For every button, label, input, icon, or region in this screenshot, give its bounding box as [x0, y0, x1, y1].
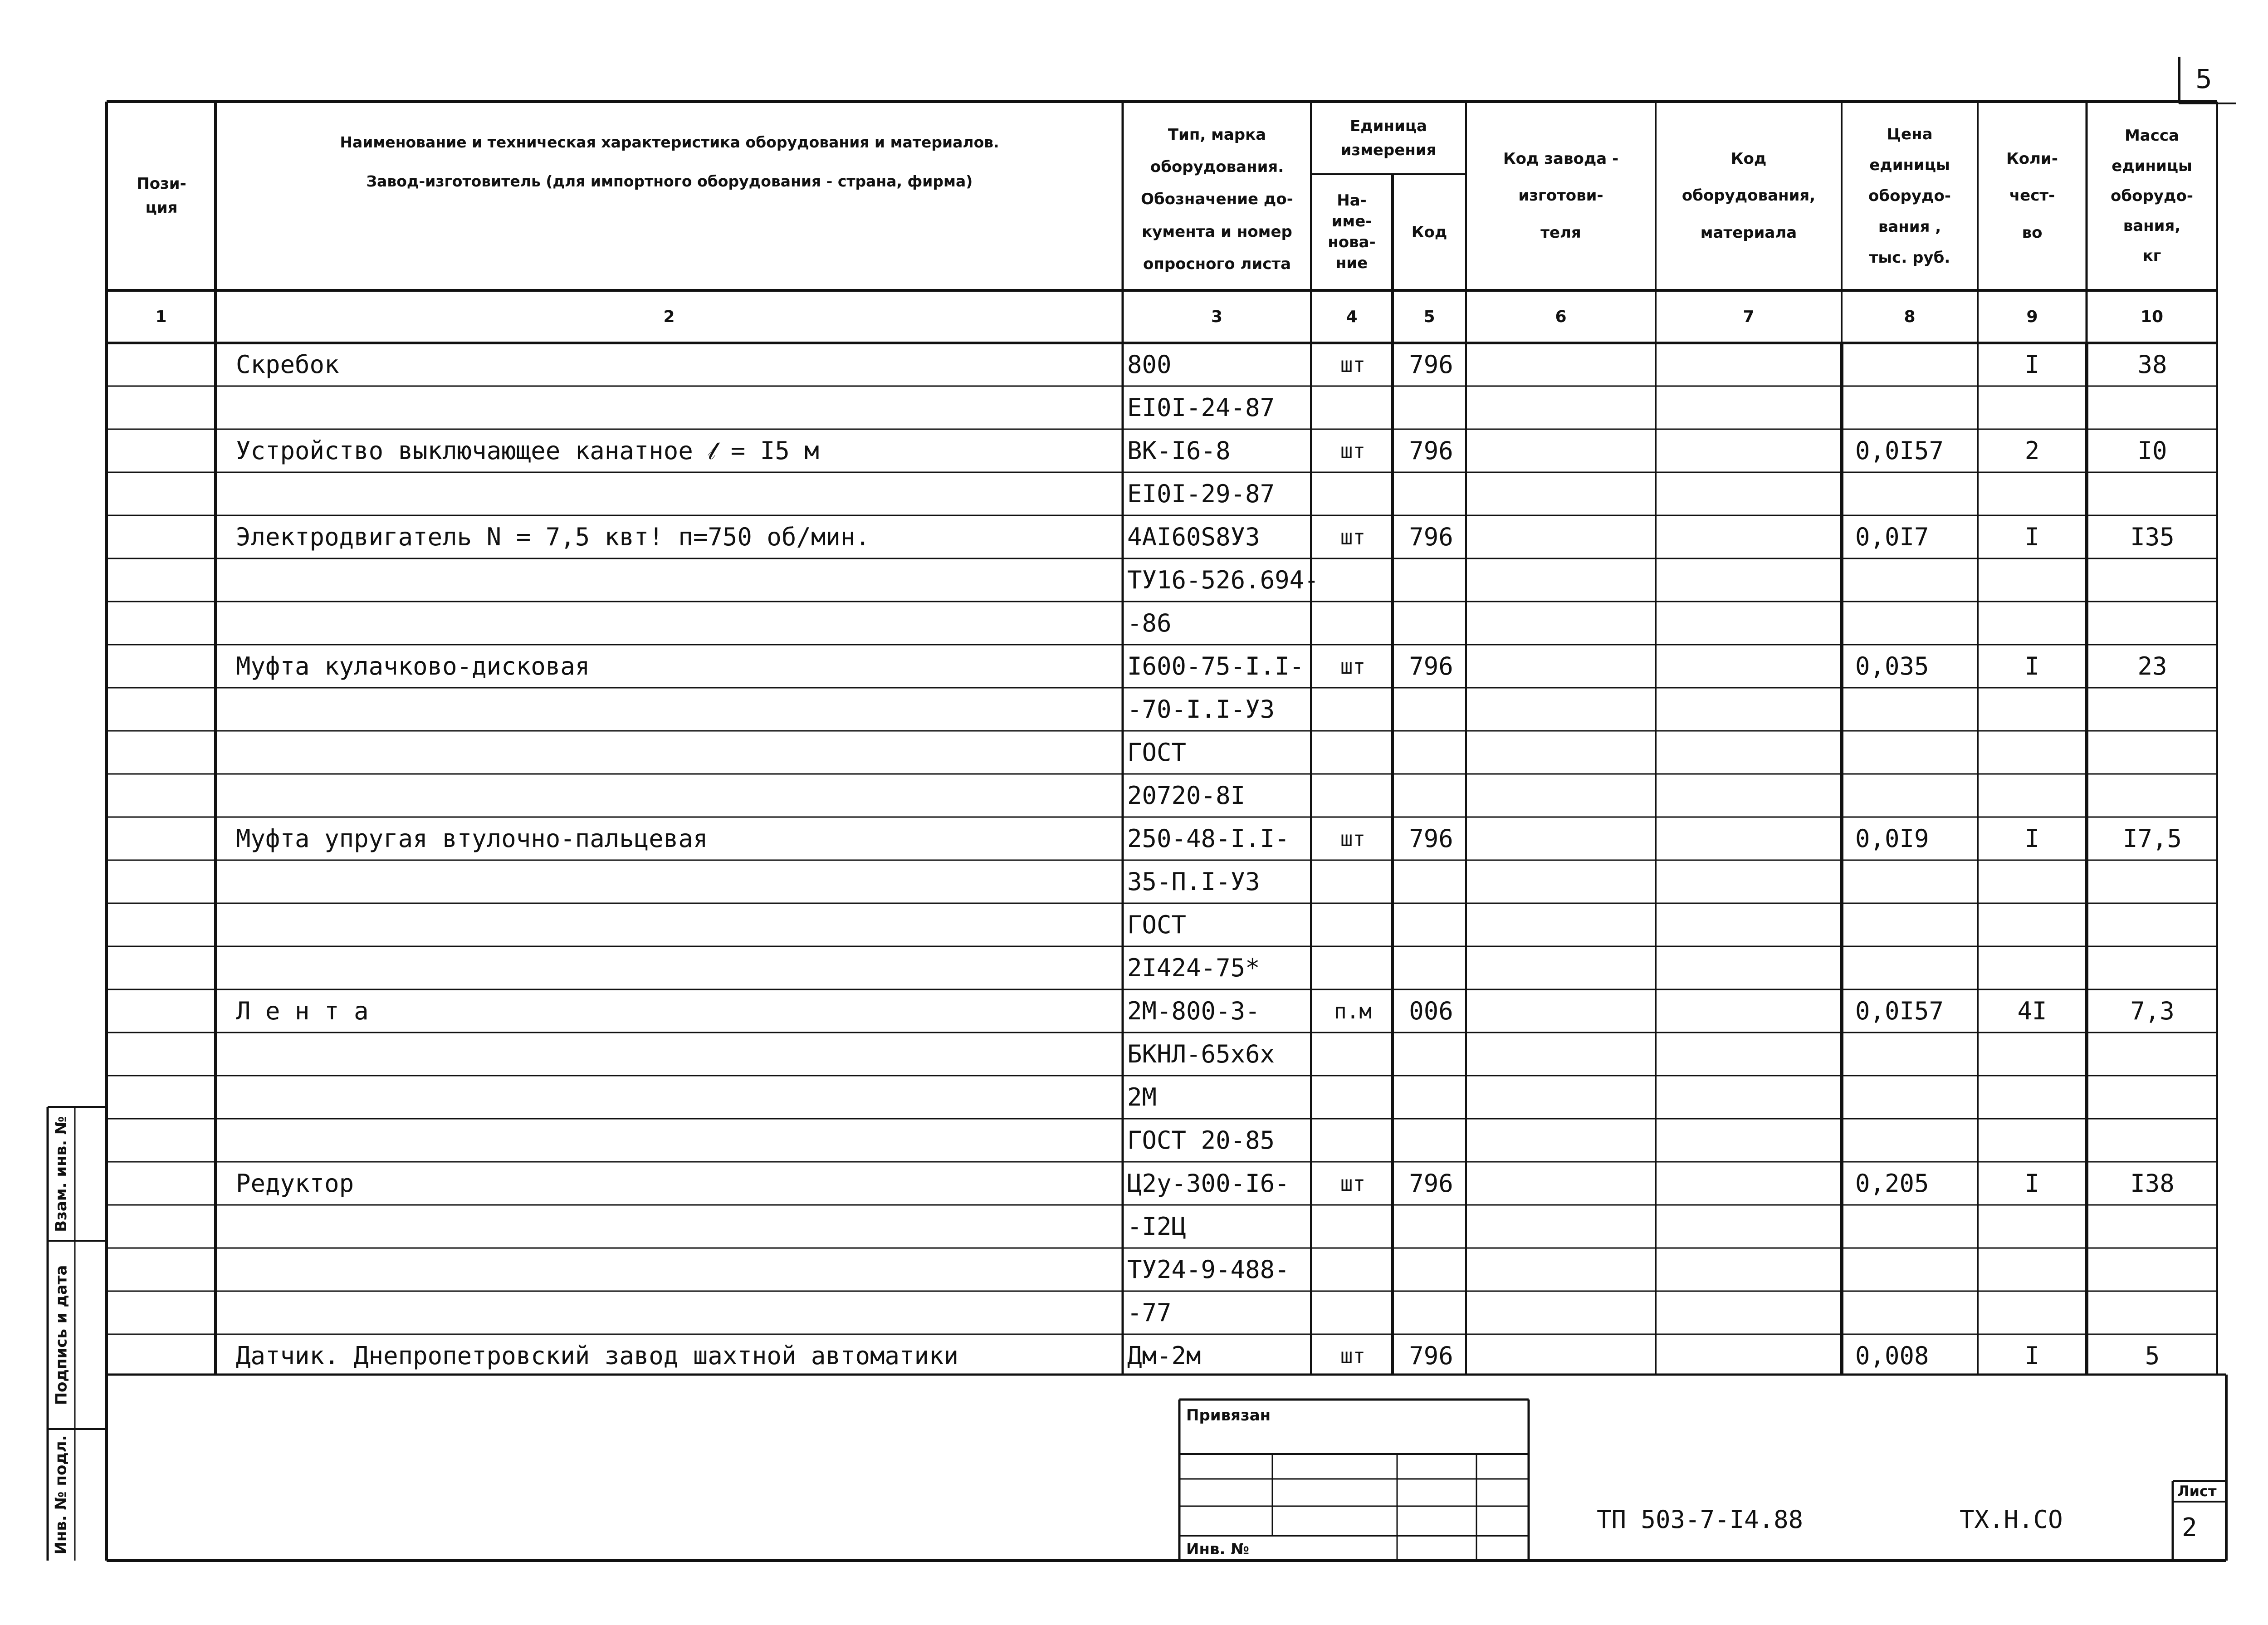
- cell-price: [1855, 903, 1975, 946]
- cell-code: [1397, 1291, 1465, 1334]
- cell-mass: [2089, 903, 2216, 946]
- cell-name: [236, 1291, 1116, 1334]
- cell-unit: [1315, 946, 1390, 989]
- cell-type: 250-48-I.I-: [1127, 824, 1290, 853]
- cell-price: 0,008: [1855, 1341, 1929, 1370]
- cell-type: 2М: [1127, 1083, 1157, 1111]
- cell-unit: шт: [1340, 1171, 1366, 1196]
- cell-qty: I: [2024, 1341, 2040, 1370]
- cell-code: [1397, 1033, 1465, 1076]
- column-number: 1: [155, 307, 167, 326]
- cell-price: [1855, 946, 1975, 989]
- cell-code: 796: [1409, 1169, 1453, 1198]
- cell-price: [1855, 602, 1975, 645]
- cell-code: [1397, 602, 1465, 645]
- cell-unit: [1315, 1248, 1390, 1291]
- cell-code: 796: [1409, 350, 1453, 379]
- cell-price: [1855, 1291, 1975, 1334]
- cell-qty: I: [2024, 824, 2040, 853]
- cell-name: [236, 602, 1116, 645]
- cell-price: [1855, 1033, 1975, 1076]
- cell-mass: [2089, 731, 2216, 774]
- cell-price: 0,0I57: [1855, 997, 1944, 1025]
- cell-unit: [1315, 860, 1390, 903]
- cell-unit: [1315, 1076, 1390, 1119]
- cell-unit: [1315, 472, 1390, 515]
- cell-type: 2М-800-3-: [1127, 997, 1260, 1025]
- cell-name: [236, 731, 1116, 774]
- header-name: Наименование и техническая характеристика оборудования и материалов. Завод-изготовитель (для импортного оборудования - страна, фирма): [340, 133, 999, 190]
- header-position: Пози- ция: [137, 175, 186, 217]
- cell-code: 006: [1409, 997, 1453, 1025]
- cell-mass: [2089, 688, 2216, 731]
- stamp-privyazan: Привязан: [1186, 1406, 1271, 1424]
- cell-type: -I2Ц: [1127, 1212, 1187, 1241]
- cell-qty: [1980, 731, 2084, 774]
- header-unit-code: Код: [1411, 223, 1447, 241]
- cell-unit: [1315, 1291, 1390, 1334]
- header-unit-name: На- име- нова- ние: [1328, 191, 1376, 272]
- column-number: 3: [1211, 307, 1223, 326]
- cell-price: [1855, 774, 1975, 817]
- cell-type: -70-I.I-У3: [1127, 695, 1275, 724]
- cell-qty: [1980, 472, 2084, 515]
- stamp-inv-no: Инв. №: [1186, 1540, 1250, 1558]
- cell-mass: [2089, 1076, 2216, 1119]
- cell-price: [1855, 688, 1975, 731]
- cell-qty: [1980, 688, 2084, 731]
- cell-name: Скребок: [236, 350, 339, 379]
- document-suffix: ТХ.Н.СО: [1960, 1505, 2063, 1534]
- header-quantity: Коли- чест- во: [2006, 149, 2058, 242]
- cell-code: [1397, 731, 1465, 774]
- cell-price: [1855, 1248, 1975, 1291]
- cell-name: [236, 946, 1116, 989]
- cell-code: [1397, 1248, 1465, 1291]
- sidebar-vzam: Взам. инв. №: [52, 1116, 70, 1232]
- cell-price: 0,0I57: [1855, 436, 1944, 465]
- cell-type: 35-П.I-У3: [1127, 867, 1260, 896]
- cell-mass: [2089, 1119, 2216, 1162]
- cell-code: [1397, 472, 1465, 515]
- cell-mass: I0: [2137, 436, 2167, 465]
- cell-code: [1397, 688, 1465, 731]
- cell-type: ТУ24-9-488-: [1127, 1255, 1290, 1284]
- header-unit: Единица измерения: [1340, 117, 1437, 159]
- cell-type: ГОСТ: [1127, 910, 1187, 939]
- cell-code: [1397, 903, 1465, 946]
- cell-type: ГОСТ 20-85: [1127, 1126, 1275, 1155]
- cell-code: [1397, 774, 1465, 817]
- cell-mass: [2089, 774, 2216, 817]
- column-number: 5: [1423, 307, 1435, 326]
- cell-mass: 7,3: [2130, 997, 2175, 1025]
- cell-name: [236, 1033, 1116, 1076]
- cell-price: [1855, 386, 1975, 429]
- cell-price: [1855, 472, 1975, 515]
- cell-type: ТУ16-526.694-: [1127, 566, 1319, 594]
- cell-unit: [1315, 602, 1390, 645]
- cell-qty: [1980, 1291, 2084, 1334]
- cell-unit: шт: [1340, 524, 1366, 549]
- cell-price: [1855, 860, 1975, 903]
- cell-name: [236, 1076, 1116, 1119]
- cell-unit: [1315, 774, 1390, 817]
- cell-name: Редуктор: [236, 1169, 354, 1198]
- cell-price: 0,0I7: [1855, 523, 1929, 551]
- column-number: 10: [2140, 307, 2164, 326]
- cell-mass: [2089, 946, 2216, 989]
- sidebar-podpis: Подпись и дата: [52, 1265, 71, 1405]
- column-number: 4: [1346, 307, 1358, 326]
- cell-type: ГОСТ: [1127, 738, 1187, 767]
- cell-qty: [1980, 903, 2084, 946]
- cell-mass: [2089, 860, 2216, 903]
- cell-unit: шт: [1340, 438, 1366, 463]
- cell-type: ЕI0I-29-87: [1127, 480, 1275, 508]
- cell-price: [1855, 343, 1975, 386]
- cell-code: [1397, 860, 1465, 903]
- header-price: Цена единицы оборудо- вания , тыс. руб.: [1868, 125, 1951, 267]
- cell-mass: I38: [2130, 1169, 2175, 1198]
- cell-unit: [1315, 558, 1390, 602]
- cell-type: ВК-I6-8: [1127, 436, 1231, 465]
- cell-mass: [2089, 472, 2216, 515]
- cell-name: [236, 688, 1116, 731]
- cell-mass: [2089, 558, 2216, 602]
- cell-qty: [1980, 558, 2084, 602]
- cell-mass: [2089, 1205, 2216, 1248]
- cell-name: [236, 386, 1116, 429]
- page-number: 5: [2195, 64, 2212, 94]
- cell-mass: 38: [2137, 350, 2167, 379]
- cell-type: -86: [1127, 609, 1172, 637]
- cell-price: [1855, 1119, 1975, 1162]
- document-code: ТП 503-7-I4.88: [1597, 1505, 1804, 1534]
- cell-mass: [2089, 1291, 2216, 1334]
- cell-unit: п.м: [1334, 998, 1372, 1023]
- cell-code: 796: [1409, 824, 1453, 853]
- cell-name: [236, 1119, 1116, 1162]
- cell-price: 0,205: [1855, 1169, 1929, 1198]
- cell-code: 796: [1409, 436, 1453, 465]
- cell-type: -77: [1127, 1298, 1172, 1327]
- cell-mass: [2089, 386, 2216, 429]
- cell-code: [1397, 1205, 1465, 1248]
- cell-qty: 2: [2024, 436, 2040, 465]
- cell-qty: [1980, 386, 2084, 429]
- cell-qty: [1980, 774, 2084, 817]
- cell-type: БКНЛ-65х6х: [1127, 1040, 1275, 1068]
- cell-qty: [1980, 1248, 2084, 1291]
- cell-unit: [1315, 688, 1390, 731]
- cell-unit: [1315, 1119, 1390, 1162]
- cell-unit: шт: [1340, 826, 1366, 851]
- cell-code: [1397, 1119, 1465, 1162]
- cell-mass: [2089, 1033, 2216, 1076]
- cell-code: 796: [1409, 652, 1453, 680]
- cell-name: [236, 774, 1116, 817]
- cell-unit: [1315, 1033, 1390, 1076]
- cell-code: [1397, 1076, 1465, 1119]
- cell-unit: [1315, 731, 1390, 774]
- cell-code: [1397, 946, 1465, 989]
- sheet-label: Лист: [2177, 1483, 2217, 1500]
- cell-unit: шт: [1340, 352, 1366, 377]
- cell-mass: 5: [2145, 1341, 2160, 1370]
- sidebar-inv: Инв. № подл.: [52, 1435, 70, 1555]
- cell-price: 0,0I9: [1855, 824, 1929, 853]
- cell-name: [236, 903, 1116, 946]
- cell-name: [236, 1248, 1116, 1291]
- cell-type: I600-75-I.I-: [1127, 652, 1305, 680]
- cell-qty: [1980, 1076, 2084, 1119]
- header-type: Тип, марка оборудования. Обозначение до- кумента и номер опросного листа: [1141, 125, 1293, 274]
- cell-name: [236, 1205, 1116, 1248]
- cell-code: 796: [1409, 1341, 1453, 1370]
- cell-name: Муфта кулачково-дисковая: [236, 652, 590, 680]
- cell-price: [1855, 1205, 1975, 1248]
- cell-type: 20720-8I: [1127, 781, 1246, 810]
- cell-name: Муфта упругая втулочно-пальцевая: [236, 824, 708, 853]
- cell-qty: [1980, 860, 2084, 903]
- cell-mass: [2089, 602, 2216, 645]
- cell-unit: [1315, 1205, 1390, 1248]
- cell-name: [236, 860, 1116, 903]
- header-equipment-code: Код оборудования, материала: [1681, 149, 1816, 242]
- cell-price: [1855, 1076, 1975, 1119]
- cell-qty: I: [2024, 523, 2040, 551]
- cell-mass: [2089, 1248, 2216, 1291]
- cell-type: 2I424-75*: [1127, 954, 1260, 982]
- cell-qty: [1980, 946, 2084, 989]
- cell-code: 796: [1409, 523, 1453, 551]
- cell-type: 800: [1127, 350, 1172, 379]
- column-number: 7: [1743, 307, 1755, 326]
- cell-name: Датчик. Днепропетровский завод шахтной автоматики: [236, 1341, 959, 1370]
- cell-qty: I: [2024, 652, 2040, 680]
- header-factory-code: Код завода - изготови- теля: [1503, 149, 1619, 242]
- cell-name: Электродвигатель N = 7,5 квт! п=750 об/мин.: [236, 523, 870, 551]
- column-number: 6: [1555, 307, 1567, 326]
- column-number: 2: [663, 307, 675, 326]
- cell-price: [1855, 731, 1975, 774]
- cell-qty: [1980, 1205, 2084, 1248]
- column-number: 8: [1904, 307, 1916, 326]
- header-mass: Масса единицы оборудо- вания, кг: [2111, 127, 2193, 265]
- cell-type: Дм-2м: [1127, 1341, 1201, 1370]
- cell-unit: [1315, 903, 1390, 946]
- cell-mass: I7,5: [2122, 824, 2182, 853]
- cell-mass: 23: [2137, 652, 2167, 680]
- cell-qty: [1980, 1119, 2084, 1162]
- cell-qty: 4I: [2017, 997, 2047, 1025]
- cell-price: [1855, 558, 1975, 602]
- sheet-number: 2: [2182, 1513, 2197, 1542]
- cell-qty: [1980, 1033, 2084, 1076]
- cell-unit: шт: [1340, 1343, 1366, 1368]
- cell-code: [1397, 558, 1465, 602]
- cell-name: [236, 472, 1116, 515]
- column-number: 9: [2026, 307, 2038, 326]
- cell-code: [1397, 386, 1465, 429]
- cell-price: 0,035: [1855, 652, 1929, 680]
- cell-name: [236, 558, 1116, 602]
- cell-qty: [1980, 602, 2084, 645]
- cell-unit: [1315, 386, 1390, 429]
- cell-type: ЕI0I-24-87: [1127, 393, 1275, 422]
- cell-name: Л е н т а: [236, 997, 369, 1025]
- cell-qty: I: [2024, 350, 2040, 379]
- cell-mass: I35: [2130, 523, 2175, 551]
- cell-qty: I: [2024, 1169, 2040, 1198]
- cell-type: 4АI60S8У3: [1127, 523, 1260, 551]
- cell-unit: шт: [1340, 654, 1366, 679]
- cell-type: Ц2у-300-I6-: [1127, 1169, 1290, 1198]
- cell-name: Устройство выключающее канатное 𝓁 = I5 м: [236, 436, 819, 465]
